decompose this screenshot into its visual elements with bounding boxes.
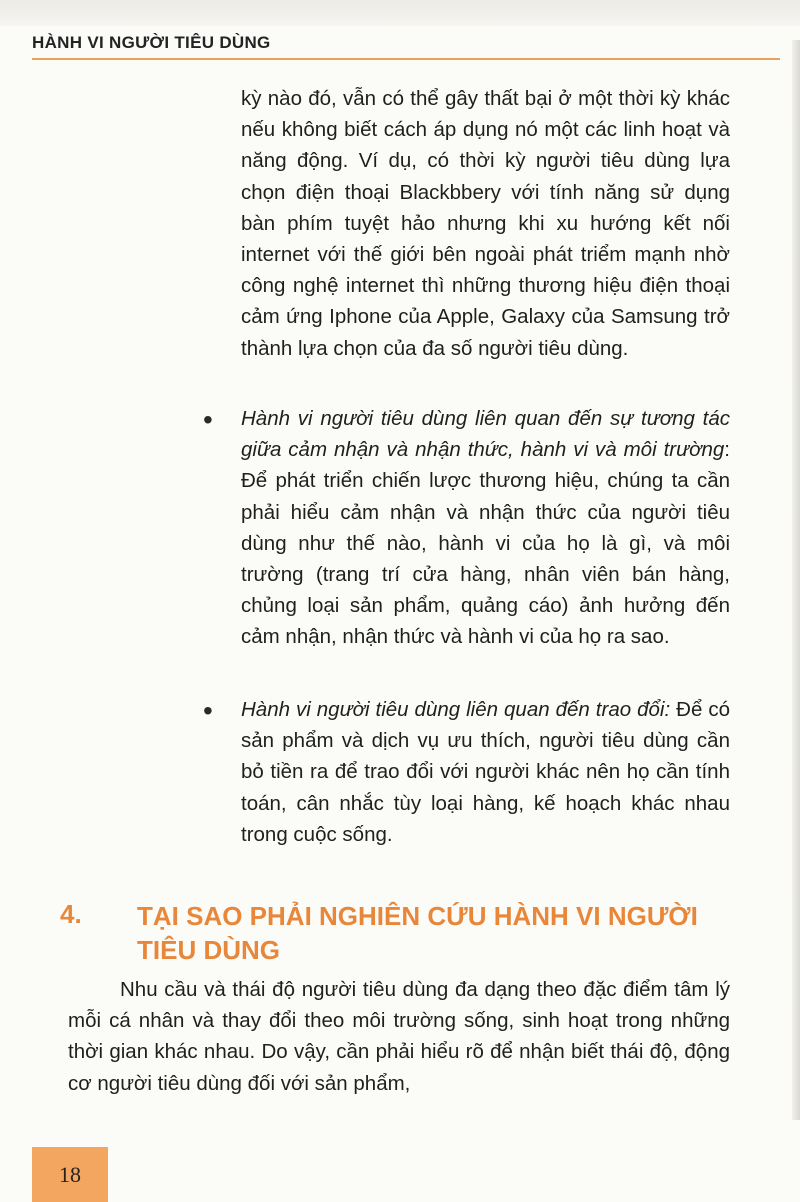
section-paragraph: Nhu cầu và thái độ người tiêu dùng đa dạng theo đặc điểm tâm lý mỗi cá nhân và thay đổi theo môi trường sống, sinh hoạt trong những thời gian khác nhau. Do vậy, cần phải hiểu rõ để nhận biết thái độ, động cơ người tiêu dùng đối với sản phẩm,	[68, 978, 730, 1095]
bullet-1-marker	[203, 414, 215, 426]
bullet-2-text: Để có sản phẩm và dịch vụ ưu thích, người tiêu dùng cần bỏ tiền ra để trao đổi với người khác nên họ cần tính toán, cân nhắc tùy loại hàng, kế hoạch khác nhau trong cuộc sống.	[241, 698, 730, 846]
bullet-2-title: Hành vi người tiêu dùng liên quan đến trao đổi:	[241, 698, 671, 721]
running-head: HÀNH VI NGƯỜI TIÊU DÙNG	[32, 33, 271, 52]
continuation-text: kỳ nào đó, vẫn có thể gây thất bại ở một thời kỳ khác nếu không biết cách áp dụng nó một các linh hoạt và năng động. Ví dụ, có thời kỳ người tiêu dùng lựa chọn điện thoại Blackbbery với tính năng sử dụng bàn phím tuyệt hảo nhưng khi xu hướng kết nối internet với thế giới bên ngoài phát triểm mạnh nhờ công nghệ internet thì những thương hiệu điện thoại cảm ứng Iphone của Apple, Galaxy của Samsung trở thành lựa chọn của đa số người tiêu dùng.	[241, 87, 730, 360]
header-rule	[32, 58, 780, 60]
bullet-1-text: : Để phát triển chiến lược thương hiệu, chúng ta cần phải hiểu cảm nhận và nhận thức của người tiêu dùng như thế nào, hành vi của họ là gì, và môi trường (trang trí cửa hàng, nhân viên bán hàng, chủng loại sản phẩm, quảng cáo) ảnh hưởng đến cảm nhận, nhận thức và hành vi của họ ra sao.	[241, 438, 730, 649]
page-number-box	[32, 1147, 108, 1202]
bullet-2	[241, 694, 730, 850]
bullet-1-title: Hành vi người tiêu dùng liên quan đến sự tương tác giữa cảm nhận và nhận thức, hành vi và môi trường	[241, 407, 730, 462]
bullet-1	[241, 403, 730, 653]
bullet-2-marker	[203, 705, 215, 717]
page-edge-shadow	[792, 40, 800, 1120]
page-number: 18	[59, 1162, 81, 1187]
page-top-strip	[0, 0, 800, 26]
section-heading: TẠI SAO PHẢI NGHIÊN CỨU HÀNH VI NGƯỜI TIÊU DÙNG	[137, 901, 698, 965]
section-number: 4.	[60, 899, 82, 929]
continuation-paragraph	[241, 83, 730, 364]
